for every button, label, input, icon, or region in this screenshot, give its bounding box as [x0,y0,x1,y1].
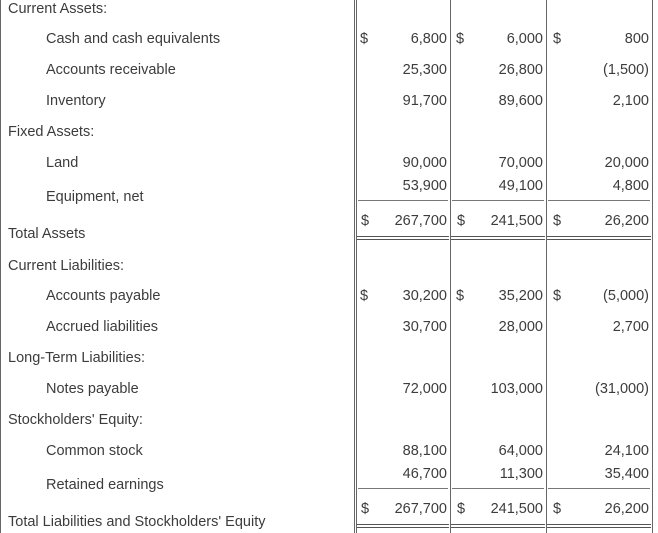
dollar-sign: $ [553,31,562,47]
row-label-retained-earnings: Retained earnings [46,477,164,493]
row-label-accrued-liabilities: Accrued liabilities [46,319,159,335]
dollar-sign: $ [360,288,369,304]
cell-ap-prior: 35,200 [498,288,543,304]
cell-notes-change: (31,000) [594,381,649,397]
dollar-sign: $ [553,288,562,304]
subtotal-underline [358,200,448,201]
dollar-sign: $ [456,31,465,47]
cell-equipment-current: 53,900 [402,178,447,194]
cell-ap-change: (5,000) [603,288,649,304]
cell-equipment-prior: 49,100 [498,178,543,194]
cell-common-prior: 64,000 [498,443,543,459]
cell-notes-prior: 103,000 [490,381,543,397]
section-fixed-assets: Fixed Assets: [8,124,95,140]
row-label-total-liabilities-equity: Total Liabilities and Stockholders' Equity [8,514,266,530]
column-border-right [652,0,653,533]
row-label-equipment: Equipment, net [46,189,144,205]
total-double-underline [547,524,651,528]
cell-ar-change: (1,500) [603,62,649,78]
dollar-sign: $ [553,501,562,517]
cell-total-le-change: 26,200 [604,501,649,517]
dollar-sign: $ [457,213,466,229]
total-double-underline [451,524,545,528]
row-label-cash: Cash and cash equivalents [46,31,221,47]
subtotal-underline [452,488,544,489]
cell-accrued-change: 2,700 [612,319,649,335]
cell-ar-current: 25,300 [402,62,447,78]
section-stockholders-equity: Stockholders' Equity: [8,412,143,428]
dollar-sign: $ [457,501,466,517]
subtotal-underline [548,488,650,489]
cell-retained-change: 35,400 [604,466,649,482]
subtotal-underline [452,200,544,201]
cell-total-assets-current: 267,700 [394,213,447,229]
cell-cash-change: 800 [624,31,649,47]
cell-notes-current: 72,000 [402,381,447,397]
subtotal-underline [358,488,448,489]
cell-retained-current: 46,700 [402,466,447,482]
cell-cash-current: 6,800 [410,31,447,47]
cell-inventory-prior: 89,600 [498,93,543,109]
cell-land-change: 20,000 [604,155,649,171]
section-long-term-liabilities: Long-Term Liabilities: [8,350,146,366]
row-label-accounts-receivable: Accounts receivable [46,62,176,78]
cell-ar-prior: 26,800 [498,62,543,78]
dollar-sign: $ [456,288,465,304]
cell-equipment-change: 4,800 [612,178,649,194]
cell-cash-prior: 6,000 [506,31,543,47]
column-border-left [0,0,1,533]
dollar-sign: $ [360,31,369,47]
dollar-sign: $ [361,501,370,517]
cell-common-change: 24,100 [604,443,649,459]
total-double-underline [547,236,651,240]
cell-total-le-prior: 241,500 [490,501,543,517]
cell-total-assets-change: 26,200 [604,213,649,229]
cell-common-current: 88,100 [402,443,447,459]
dollar-sign: $ [361,213,370,229]
cell-land-current: 90,000 [402,155,447,171]
total-double-underline [357,236,449,240]
column-border-current-year-left [354,0,355,533]
cell-inventory-change: 2,100 [612,93,649,109]
section-current-liabilities: Current Liabilities: [8,258,125,274]
row-label-land: Land [46,155,79,171]
row-label-notes-payable: Notes payable [46,381,139,397]
section-current-assets: Current Assets: [8,1,108,17]
total-double-underline [357,524,449,528]
dollar-sign: $ [553,213,562,229]
cell-total-assets-prior: 241,500 [490,213,543,229]
cell-total-le-current: 267,700 [394,501,447,517]
cell-inventory-current: 91,700 [402,93,447,109]
cell-ap-current: 30,200 [402,288,447,304]
row-label-accounts-payable: Accounts payable [46,288,161,304]
cell-land-prior: 70,000 [498,155,543,171]
total-double-underline [451,236,545,240]
cell-accrued-current: 30,700 [402,319,447,335]
cell-accrued-prior: 28,000 [498,319,543,335]
row-label-inventory: Inventory [46,93,106,109]
row-label-common-stock: Common stock [46,443,143,459]
subtotal-underline [548,200,650,201]
row-label-total-assets: Total Assets [8,226,86,242]
cell-retained-prior: 11,300 [499,466,543,482]
